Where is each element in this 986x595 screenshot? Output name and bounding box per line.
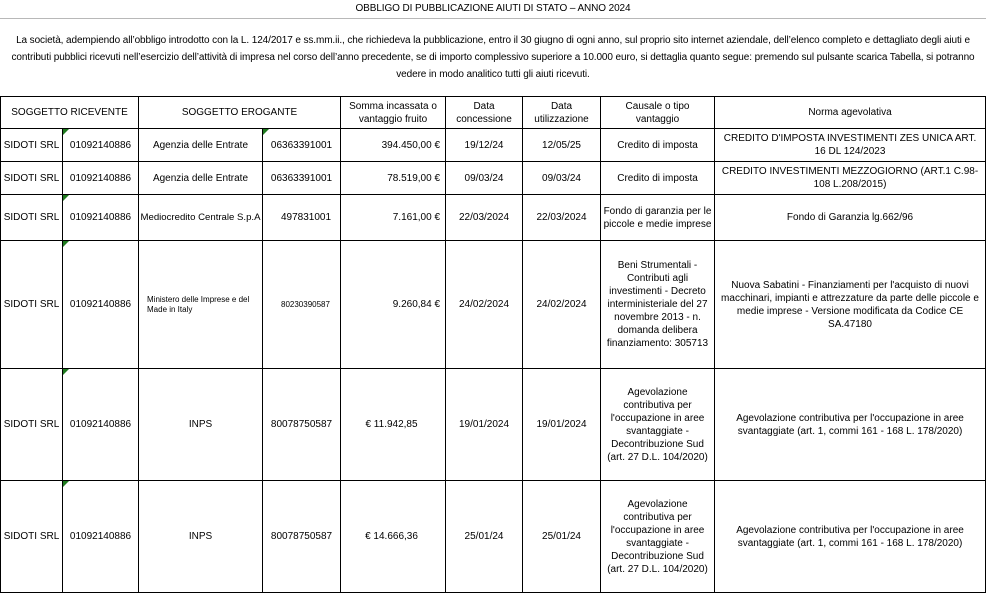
cell-cf-erogante[interactable]: 80230390587 bbox=[263, 241, 341, 369]
cell-somma[interactable]: 7.161,00 € bbox=[341, 195, 446, 241]
cell-somma[interactable]: 9.260,84 € bbox=[341, 241, 446, 369]
intro-paragraph: La società, adempiendo all’obbligo introdotto con la L. 124/2017 e ss.mm.ii., che richiedeva la pubblicazione, entro il 30 giugno di ogni anno, sul proprio sito internet aziendale, dell’elenco completo e dettagliato degli aiuti e contributi pubblici ricevuti nell’esercizio dell’attività di impresa nel corso dell’anno precedente, se di importo complessivo superiore a 10.000 euro, si dettaglia quanto segue: premendo sul pulsante scarica Tabella, si potranno vedere in modo analitico tutti gli aiuti ricevuti. bbox=[11, 35, 975, 80]
cell-causale[interactable]: Beni Strumentali - Contributi agli investimenti - Decreto interministeriale del 27 novembre 2013 - n. domanda delibera finanziamento: 305713 bbox=[601, 241, 715, 369]
table-row bbox=[1, 369, 986, 481]
header-causale[interactable]: Causale o tipo vantaggio bbox=[601, 97, 715, 129]
table-header-row bbox=[1, 97, 986, 129]
cell-piva-ricevente[interactable]: 01092140886 bbox=[63, 195, 139, 241]
cell-cf-erogante[interactable]: 80078750587 bbox=[263, 369, 341, 481]
comment-indicator[interactable] bbox=[63, 481, 69, 487]
cell-norma[interactable]: Fondo di Garanzia lg.662/96 bbox=[715, 195, 986, 241]
aid-table bbox=[0, 96, 986, 593]
cell-ricevente[interactable]: SIDOTI SRL bbox=[1, 241, 63, 369]
cell-erogante[interactable]: Agenzia delle Entrate bbox=[139, 162, 263, 195]
cell-data-concessione[interactable]: 25/01/24 bbox=[446, 481, 523, 593]
table-row bbox=[1, 241, 986, 369]
cell-cf-erogante[interactable]: 497831001 bbox=[263, 195, 341, 241]
cell-ricevente[interactable]: SIDOTI SRL bbox=[1, 162, 63, 195]
cell-piva-ricevente[interactable]: 01092140886 bbox=[63, 129, 139, 162]
table-row bbox=[1, 162, 986, 195]
table-row bbox=[1, 129, 986, 162]
cell-cf-erogante[interactable]: 80078750587 bbox=[263, 481, 341, 593]
cell-data-concessione[interactable]: 24/02/2024 bbox=[446, 241, 523, 369]
comment-indicator[interactable] bbox=[63, 369, 69, 375]
cell-ricevente[interactable]: SIDOTI SRL bbox=[1, 481, 63, 593]
cell-norma[interactable]: Agevolazione contributiva per l'occupazione in aree svantaggiate (art. 1, commi 161 - 168 L. 178/2020) bbox=[715, 369, 986, 481]
comment-indicator[interactable] bbox=[63, 241, 69, 247]
cell-data-utilizzazione[interactable]: 25/01/24 bbox=[523, 481, 601, 593]
cell-piva-ricevente[interactable]: 01092140886 bbox=[63, 481, 139, 593]
cell-ricevente[interactable]: SIDOTI SRL bbox=[1, 195, 63, 241]
table-row bbox=[1, 195, 986, 241]
cell-data-concessione[interactable]: 19/01/2024 bbox=[446, 369, 523, 481]
header-soggetto-ricevente[interactable]: SOGGETTO RICEVENTE bbox=[1, 97, 139, 129]
cell-data-concessione[interactable]: 19/12/24 bbox=[446, 129, 523, 162]
cell-data-utilizzazione[interactable]: 19/01/2024 bbox=[523, 369, 601, 481]
cell-piva-ricevente[interactable]: 01092140886 bbox=[63, 241, 139, 369]
cell-erogante[interactable]: INPS bbox=[139, 369, 263, 481]
cell-piva-ricevente[interactable]: 01092140886 bbox=[63, 162, 139, 195]
header-soggetto-erogante[interactable]: SOGGETTO EROGANTE bbox=[139, 97, 341, 129]
cell-causale[interactable]: Fondo di garanzia per le piccole e medie imprese bbox=[601, 195, 715, 241]
cell-data-utilizzazione[interactable]: 09/03/24 bbox=[523, 162, 601, 195]
page-title: OBBLIGO DI PUBBLICAZIONE AIUTI DI STATO – ANNO 2024 bbox=[0, 0, 986, 19]
cell-norma[interactable]: Agevolazione contributiva per l'occupazione in aree svantaggiate (art. 1, commi 161 - 168 L. 178/2020) bbox=[715, 481, 986, 593]
comment-indicator[interactable] bbox=[263, 129, 269, 135]
comment-indicator[interactable] bbox=[63, 129, 69, 135]
header-norma[interactable]: Norma agevolativa bbox=[715, 97, 986, 129]
cell-causale[interactable]: Agevolazione contributiva per l'occupazione in aree svantaggiate - Decontribuzione Sud (art. 27 D.L. 104/2020) bbox=[601, 369, 715, 481]
cell-cf-erogante[interactable]: 06363391001 bbox=[263, 129, 341, 162]
cell-somma[interactable]: € 14.666,36 bbox=[341, 481, 446, 593]
comment-indicator[interactable] bbox=[63, 195, 69, 201]
cell-norma[interactable]: CREDITO D'IMPOSTA INVESTIMENTI ZES UNICA ART. 16 DL 124/2023 bbox=[715, 129, 986, 162]
cell-erogante[interactable]: Ministero delle Imprese e del Made in Italy bbox=[139, 241, 263, 369]
cell-data-concessione[interactable]: 09/03/24 bbox=[446, 162, 523, 195]
cell-erogante[interactable]: INPS bbox=[139, 481, 263, 593]
cell-somma[interactable]: 394.450,00 € bbox=[341, 129, 446, 162]
cell-ricevente[interactable]: SIDOTI SRL bbox=[1, 369, 63, 481]
cell-somma[interactable]: 78.519,00 € bbox=[341, 162, 446, 195]
cell-somma[interactable]: € 11.942,85 bbox=[341, 369, 446, 481]
cell-causale[interactable]: Credito di imposta bbox=[601, 129, 715, 162]
cell-causale[interactable]: Credito di imposta bbox=[601, 162, 715, 195]
table-row bbox=[1, 481, 986, 593]
cell-ricevente[interactable]: SIDOTI SRL bbox=[1, 129, 63, 162]
header-data-concessione[interactable]: Data concessione bbox=[446, 97, 523, 129]
cell-data-concessione[interactable]: 22/03/2024 bbox=[446, 195, 523, 241]
cell-cf-erogante[interactable]: 06363391001 bbox=[263, 162, 341, 195]
cell-erogante[interactable]: Agenzia delle Entrate bbox=[139, 129, 263, 162]
header-somma[interactable]: Somma incassata o vantaggio fruito bbox=[341, 97, 446, 129]
cell-norma[interactable]: CREDITO INVESTIMENTI MEZZOGIORNO (ART.1 C.98-108 L.208/2015) bbox=[715, 162, 986, 195]
cell-data-utilizzazione[interactable]: 22/03/2024 bbox=[523, 195, 601, 241]
cell-causale[interactable]: Agevolazione contributiva per l'occupazione in aree svantaggiate - Decontribuzione Sud (art. 27 D.L. 104/2020) bbox=[601, 481, 715, 593]
cell-data-utilizzazione[interactable]: 24/02/2024 bbox=[523, 241, 601, 369]
cell-erogante[interactable]: Mediocredito Centrale S.p.A bbox=[139, 195, 263, 241]
cell-piva-ricevente[interactable]: 01092140886 bbox=[63, 369, 139, 481]
cell-norma[interactable]: Nuova Sabatini - Finanziamenti per l'acquisto di nuovi macchinari, impianti e attrezzature da parte delle piccole e medie imprese - Versione modificata da Codice CE SA.47180 bbox=[715, 241, 986, 369]
cell-data-utilizzazione[interactable]: 12/05/25 bbox=[523, 129, 601, 162]
header-data-utilizzazione[interactable]: Data utilizzazione bbox=[523, 97, 601, 129]
